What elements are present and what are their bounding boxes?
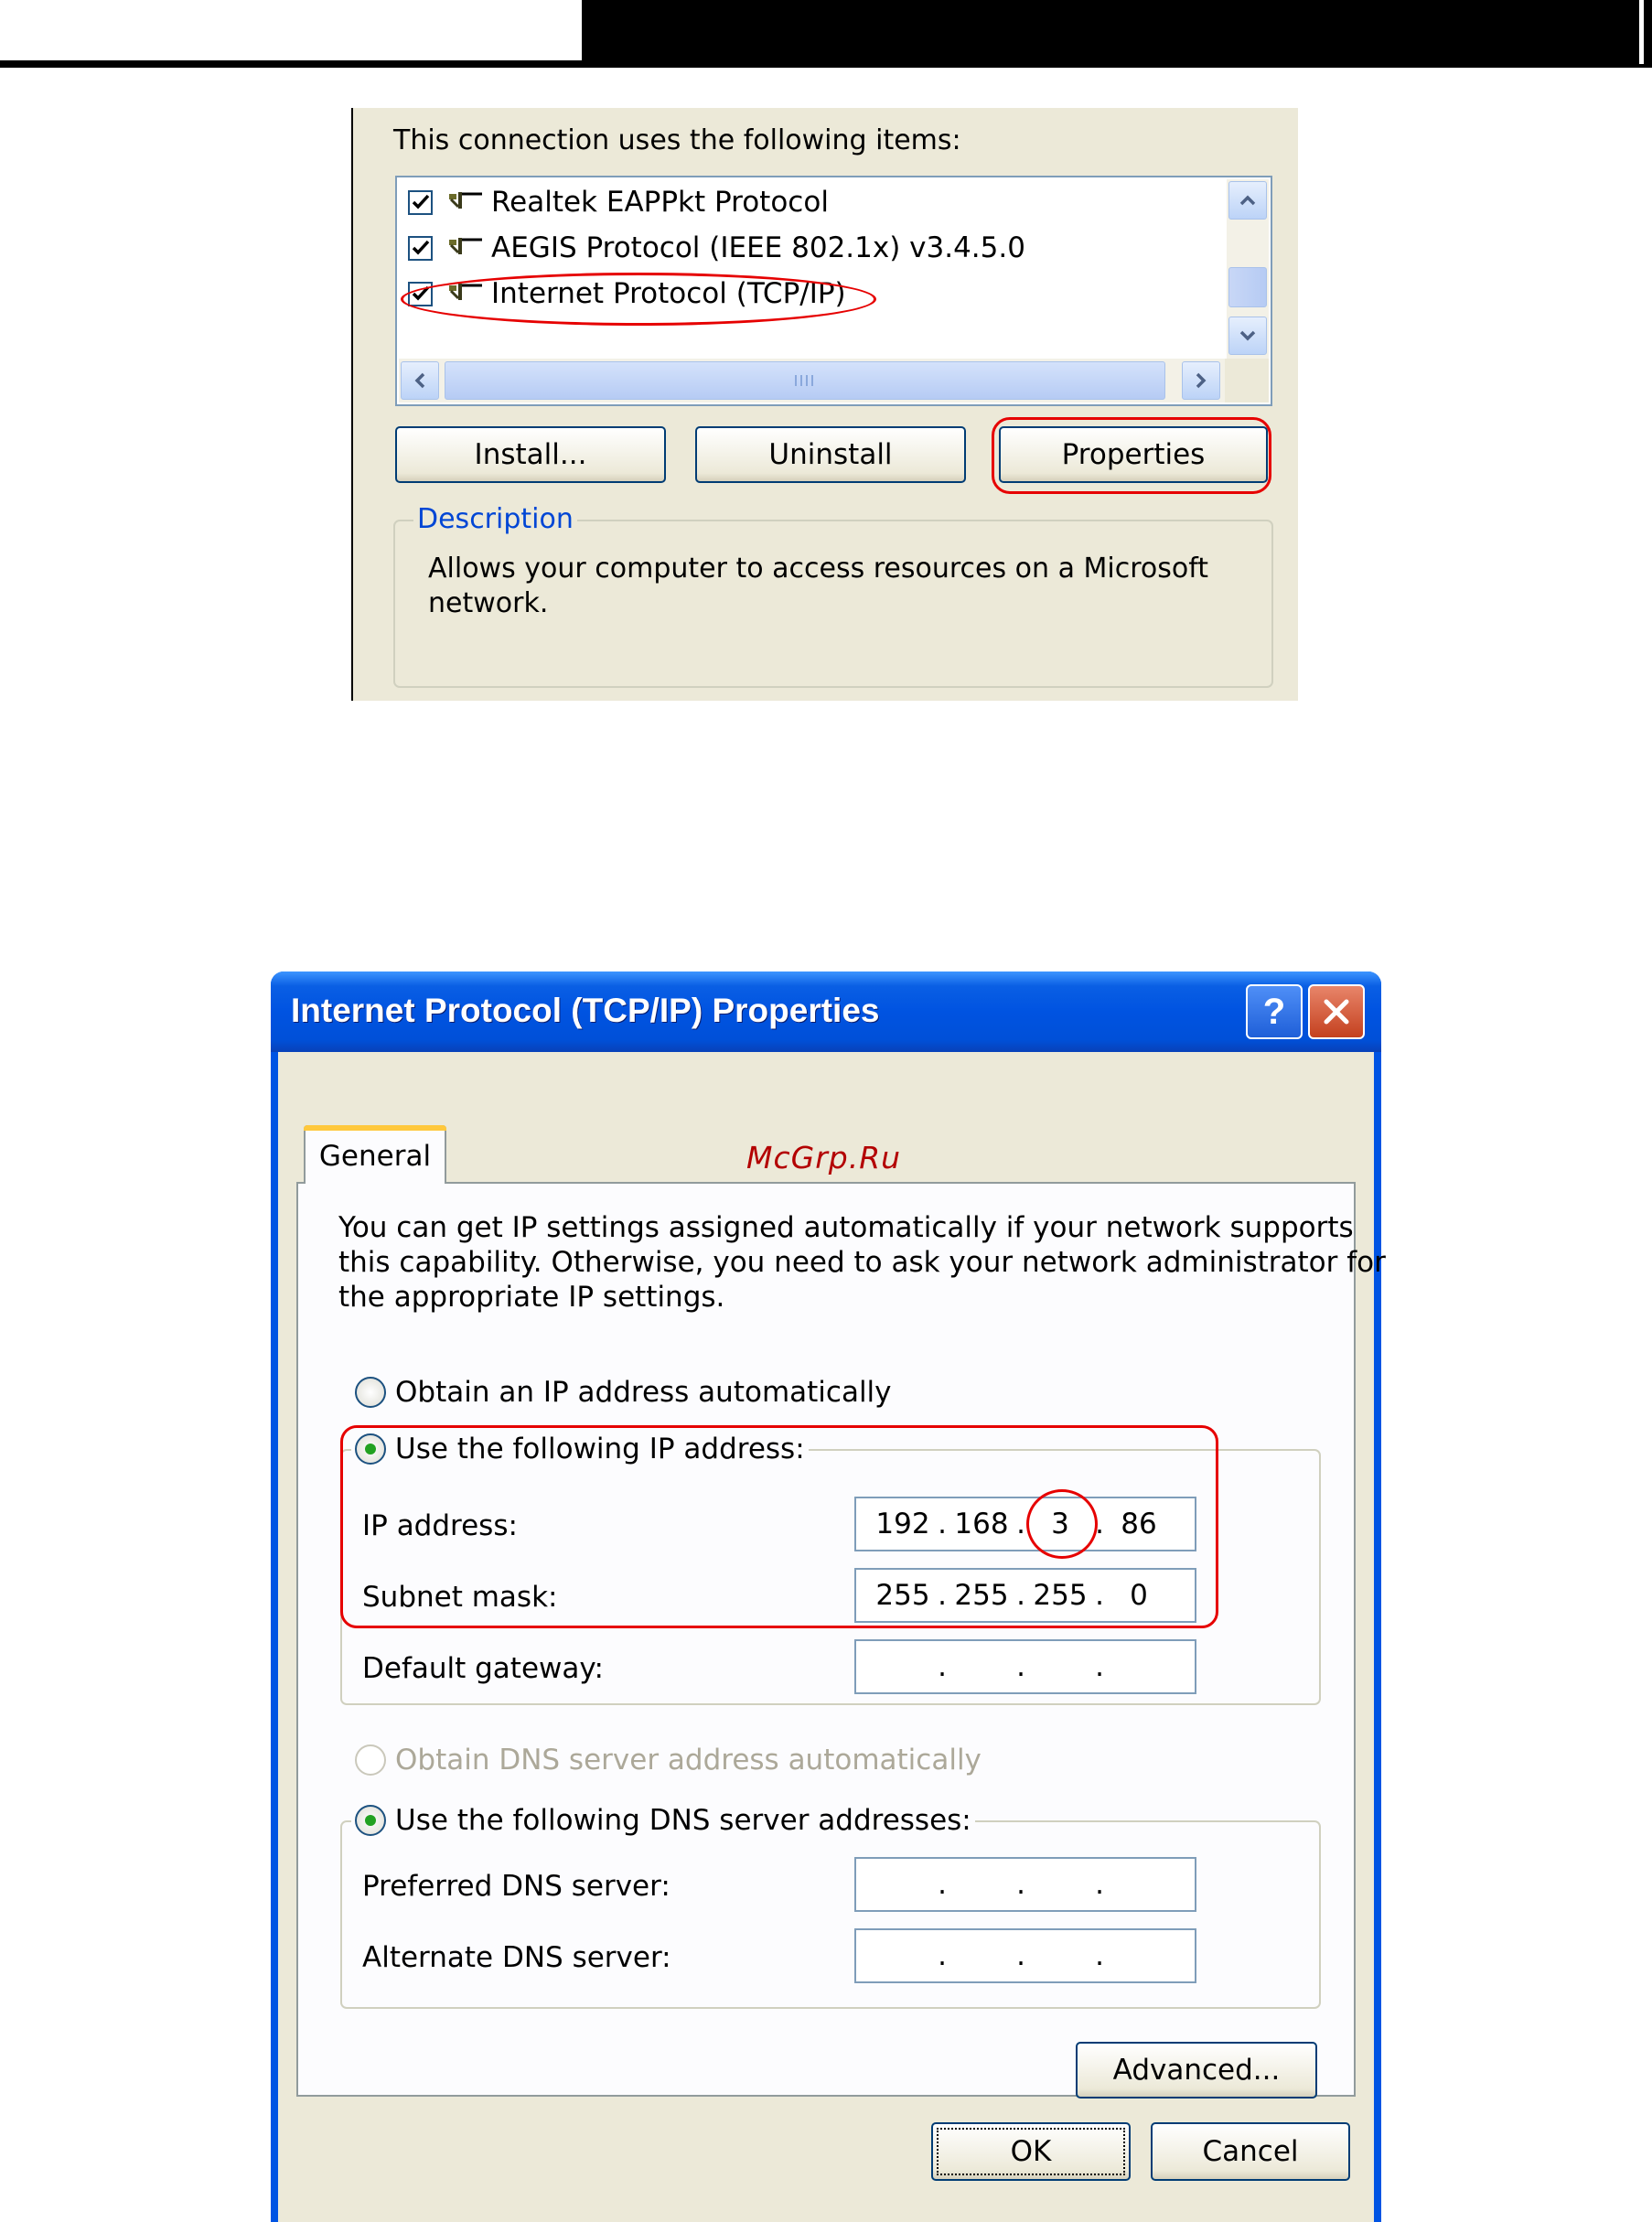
description-legend: Description bbox=[413, 503, 577, 535]
subnet-mask-field[interactable]: 255 . 255 . 255 . 0 bbox=[854, 1568, 1196, 1623]
general-tab-panel bbox=[296, 1182, 1386, 2097]
cancel-button[interactable] bbox=[1151, 2122, 1350, 2181]
advanced-button-label: Advanced... bbox=[1112, 2054, 1281, 2087]
alternate-dns-field[interactable]: . . . bbox=[854, 1928, 1196, 1983]
chevron-right-icon bbox=[1195, 371, 1207, 390]
scroll-thumb-horizontal[interactable] bbox=[445, 361, 1165, 400]
header-rule bbox=[0, 60, 582, 68]
scrollbar-corner bbox=[1225, 359, 1269, 403]
radio-obtain-ip-auto-label: Obtain an IP address automatically bbox=[395, 1376, 892, 1409]
check-icon bbox=[412, 240, 430, 256]
help-icon: ? bbox=[1262, 991, 1286, 1032]
tcpip-properties-dialog bbox=[271, 971, 1386, 2222]
radio-circle-disabled[interactable] bbox=[355, 1744, 386, 1776]
check-icon bbox=[412, 194, 430, 210]
cancel-button-label: Cancel bbox=[1202, 2135, 1299, 2168]
list-item[interactable] bbox=[408, 181, 829, 223]
intro-text-line2: this capability. Otherwise, you need to ask your network administrator for bbox=[338, 1246, 1386, 1279]
subnet-octet-1[interactable]: 255 bbox=[875, 1579, 930, 1612]
highlight-properties-button bbox=[992, 417, 1271, 494]
ip-octet-4[interactable]: 86 bbox=[1121, 1508, 1157, 1540]
description-text-line2: network. bbox=[428, 587, 549, 619]
header-bar bbox=[582, 0, 1652, 68]
chevron-left-icon bbox=[413, 371, 426, 390]
scroll-thumb[interactable] bbox=[1228, 267, 1267, 307]
dialog-title: Internet Protocol (TCP/IP) Properties bbox=[291, 992, 880, 1029]
advanced-button[interactable] bbox=[1076, 2042, 1317, 2099]
radio-use-static-dns-label: Use the following DNS server addresses: bbox=[395, 1804, 971, 1837]
subnet-octet-4[interactable]: 0 bbox=[1130, 1579, 1148, 1612]
scroll-up-button[interactable] bbox=[1228, 181, 1267, 220]
install-button[interactable] bbox=[395, 426, 666, 483]
close-button[interactable] bbox=[1308, 984, 1365, 1039]
item-label: AEGIS Protocol (IEEE 802.1x) v3.4.5.0 bbox=[491, 231, 1025, 264]
tab-general[interactable] bbox=[304, 1125, 446, 1184]
grip-icon bbox=[793, 374, 817, 387]
ip-octet-1[interactable]: 192 bbox=[875, 1508, 930, 1540]
item-label: Internet Protocol (TCP/IP) bbox=[491, 277, 846, 310]
horizontal-scrollbar[interactable] bbox=[399, 359, 1226, 403]
title-bar[interactable] bbox=[271, 971, 1381, 1052]
close-icon bbox=[1322, 997, 1351, 1026]
items-heading: This connection uses the following items: bbox=[393, 124, 961, 156]
install-button-label: Install... bbox=[474, 438, 587, 471]
network-protocol-icon bbox=[447, 234, 484, 262]
preferred-dns-label: Preferred DNS server: bbox=[362, 1870, 670, 1903]
list-item[interactable] bbox=[408, 227, 1025, 269]
intro-text-line3: the appropriate IP settings. bbox=[338, 1281, 725, 1314]
radio-obtain-dns-auto-label: Obtain DNS server address automatically bbox=[395, 1744, 982, 1777]
alternate-dns-label: Alternate DNS server: bbox=[362, 1941, 671, 1974]
vertical-scrollbar[interactable] bbox=[1227, 179, 1269, 359]
tab-accent bbox=[304, 1125, 446, 1131]
radio-dot bbox=[365, 1815, 376, 1826]
scroll-down-button[interactable] bbox=[1228, 317, 1267, 355]
properties-button-label: Properties bbox=[1061, 438, 1206, 471]
uninstall-button-label: Uninstall bbox=[768, 438, 893, 471]
help-button[interactable] bbox=[1246, 984, 1303, 1039]
ip-octet-2[interactable]: 168 bbox=[954, 1508, 1009, 1540]
radio-use-static-ip-label: Use the following IP address: bbox=[395, 1433, 805, 1465]
dialog-body bbox=[278, 1052, 1386, 2222]
uninstall-button[interactable] bbox=[695, 426, 966, 483]
chevron-up-icon bbox=[1239, 194, 1257, 207]
highlight-third-octet bbox=[1026, 1489, 1098, 1559]
subnet-mask-label: Subnet mask: bbox=[362, 1581, 558, 1614]
connection-items-panel bbox=[351, 108, 1298, 701]
description-text-line1: Allows your computer to access resources on a Microsoft bbox=[428, 553, 1209, 585]
network-protocol-icon bbox=[447, 188, 484, 216]
header-bar-edge bbox=[1639, 0, 1644, 64]
radio-circle[interactable] bbox=[355, 1377, 386, 1408]
radio-obtain-ip-auto[interactable] bbox=[355, 1376, 892, 1409]
radio-use-static-dns[interactable] bbox=[351, 1804, 975, 1837]
tab-general-label: General bbox=[318, 1140, 432, 1173]
highlight-tcpip-item bbox=[401, 273, 876, 326]
preferred-dns-field[interactable]: . . . bbox=[854, 1857, 1196, 1912]
radio-obtain-dns-auto[interactable] bbox=[355, 1744, 982, 1777]
ip-address-field[interactable]: 192 . 168 . 3 . 86 bbox=[854, 1497, 1196, 1551]
default-gateway-field[interactable]: . . . bbox=[854, 1639, 1196, 1694]
default-gateway-label: Default gateway: bbox=[362, 1652, 604, 1685]
radio-circle-selected[interactable] bbox=[355, 1805, 386, 1836]
subnet-octet-3[interactable]: 255 bbox=[1033, 1579, 1088, 1612]
intro-text-line1: You can get IP settings assigned automatically if your network supports bbox=[338, 1211, 1354, 1244]
checkbox[interactable] bbox=[408, 236, 433, 261]
subnet-octet-2[interactable]: 255 bbox=[954, 1579, 1009, 1612]
checkbox[interactable] bbox=[408, 190, 433, 215]
ip-octet-3[interactable]: 3 bbox=[1051, 1508, 1069, 1540]
ip-address-label: IP address: bbox=[362, 1509, 518, 1542]
ok-button-label: OK bbox=[1010, 2135, 1052, 2168]
scroll-left-button[interactable] bbox=[401, 361, 439, 400]
scroll-right-button[interactable] bbox=[1182, 361, 1220, 400]
ok-button[interactable] bbox=[931, 2122, 1131, 2181]
watermark: McGrp.Ru bbox=[746, 1140, 902, 1175]
chevron-down-icon bbox=[1239, 329, 1257, 342]
item-label: Realtek EAPPkt Protocol bbox=[491, 186, 829, 219]
